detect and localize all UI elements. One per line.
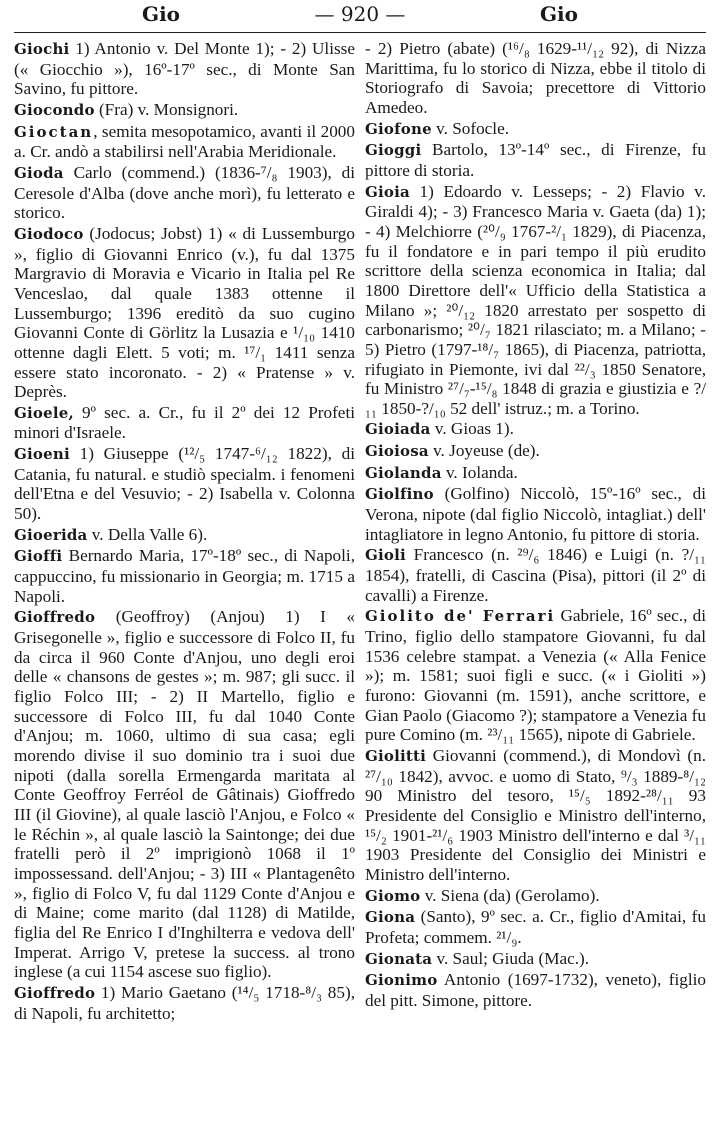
- entry-text: Gabriele, 16º sec., di Trino, figlio dello stampatore Giovanni, fu dal 1536 celebre stampat. a Venezia (« Alla Fenice »); m. 1581; suoi figli e succ. (« i Gioliti ») furono: Giovanni (m. 1591), anche scrittore, e Gian Paolo (Giacomo ?); stampatore a Venezia fu pure Comino (m. ²³/₁₁ 1565), nipote di Gabriele.: [365, 606, 706, 745]
- dictionary-entry: [14, 546, 355, 606]
- header-left-running-head: Gio: [142, 2, 181, 26]
- entry-headword: Gionimo: [365, 971, 438, 990]
- entry-headword: Gioffredo: [14, 983, 96, 1002]
- entry-headword: Giofone: [365, 119, 432, 138]
- entry-headword: Gioffredo: [14, 608, 96, 627]
- dictionary-entry: [365, 419, 706, 440]
- entry-text: v. Gioas 1).: [430, 419, 514, 439]
- entry-text: v. Sofocle.: [431, 118, 509, 138]
- entry-headword: Gioia: [365, 182, 410, 201]
- dictionary-entry: [365, 463, 706, 484]
- entry-text: v. Saul; Giuda (Mac.).: [432, 948, 590, 968]
- dictionary-entry: [365, 119, 706, 140]
- entry-headword: Gioffi: [14, 547, 63, 566]
- entry-headword: Giolito de' Ferrari: [365, 607, 556, 626]
- left-column: [14, 39, 355, 1024]
- page-number: — 920 —: [314, 2, 406, 26]
- entry-text: (Jodocus; Jobst) 1) « di Lussemburgo », figlio di Giovanni Enrico (v.), fu dal 1375 Margravio di Moravia e Vicario in Italia pel Re Venceslao, dal quale 1383 ottenne il Lussemburgo; 1396 ereditò da suo cugino Giovanni Conte di Görlitz la Lusazia e ¹/₁₀ 1410 ottenne dagli Elett. 5 voti; m. ¹⁷/₁ 1411 senza essere stato incoronato. - 2) « Pratense » v. Deprès.: [14, 223, 355, 402]
- entry-text: Antonio (1697-1732), veneto), figlio del pitt. Simone, pittore.: [365, 970, 706, 1010]
- entry-text: 1) Mario Gaetano (¹⁴/₅ 1718-⁸/₃ 85), di Napoli, fu architetto;: [14, 982, 355, 1023]
- dictionary-entry: [365, 746, 706, 885]
- dictionary-entry: [365, 606, 706, 745]
- header-right-running-head: Gio: [539, 2, 578, 26]
- entry-headword: Giona: [365, 908, 416, 927]
- dictionary-entry: [365, 140, 706, 180]
- entry-text: (Fra) v. Monsignori.: [94, 99, 239, 119]
- dictionary-entry: [14, 403, 355, 443]
- entry-text: 9º sec. a. Cr., fu il 2º dei 12 Profeti minori d'Israele.: [14, 402, 355, 443]
- entry-headword: Gioiosa: [365, 442, 429, 461]
- entry-headword: Gioeni: [14, 445, 70, 464]
- dictionary-entry: [365, 886, 706, 907]
- dictionary-entry: [14, 122, 355, 162]
- entry-headword: Gioerida: [14, 525, 88, 544]
- entry-headword: Giolitti: [365, 746, 427, 765]
- entry-text: v. Joyeuse (de).: [428, 441, 540, 461]
- entry-text: v. Della Valle 6).: [87, 524, 208, 544]
- text-columns: [14, 39, 706, 1024]
- dictionary-entry: [365, 907, 706, 947]
- dictionary-entry: [365, 182, 706, 419]
- entry-text: - 2) Pietro (abate) (¹⁶/₈ 1629-¹¹/₁₂ 92), di Nizza Marittima, fu lo storico di Nizza, ebbe il titolo di Storiografo di Savoia; precettore di Vittorio Amedeo.: [365, 39, 706, 117]
- entry-text: , semita mesopotamico, avanti il 2000 a. Cr. andò a stabilirsi nell'Arabia Meridionale.: [14, 121, 355, 162]
- entry-headword: Giocondo: [14, 100, 95, 119]
- entry-text: 1) Antonio v. Del Monte 1); - 2) Ulisse (« Giocchio »), 16º-17º sec., di Monte San Savino, fu pittore.: [14, 39, 355, 99]
- dictionary-entry: [14, 525, 355, 546]
- dictionary-entry: [14, 444, 355, 524]
- entry-text: Bartolo, 13º-14º sec., di Firenze, fu pittore di storia.: [365, 140, 706, 180]
- entry-text: (Golfino) Niccolò, 15º-16º sec., di Verona, nipote (dal figlio Niccolò, intagliat.) dell' intagliatore in legno Antonio, fu pittore di storia.: [365, 484, 706, 544]
- dictionary-entry: [365, 545, 706, 605]
- entry-text: v. Iolanda.: [441, 462, 518, 482]
- dictionary-entry: [14, 163, 355, 223]
- entry-headword: Giolfino: [365, 485, 434, 504]
- entry-text: Bernardo Maria, 17º-18º sec., di Napoli, cappuccino, fu missionario in Georgia; m. 1715 a Napoli.: [14, 546, 355, 606]
- page-header: [14, 2, 706, 33]
- entry-headword: Gioctan: [14, 122, 94, 141]
- entry-headword: Gioele,: [14, 403, 74, 422]
- dictionary-entry: [14, 100, 355, 121]
- entry-text: (Geoffroy) (Anjou) 1) I « Grisegonelle », figlio e successore di Folco II, fu da circa il 960 Conte d'Anjou, uno degli eroi delle « chansons de gestes »; m. 987; gli succ. il figlio Folco III; - 2) II Martello, figlio e successore di Folco III, fu dal 1040 Conte d'Anjou; m. 1060, ultimo di sua casa; egli morendo divise il suo dominio tra i suoi due nipoti (dalla sorella Ermengarda maritata al Conte Geoffroy Ferréol de Gâtinais) Gioffredo III (il Giovine), al quale lasciò l'Anjou, e Folco « le Réchin », al quale lasciò la Saintonge; dei due fratelli però il 2º imprigionò 1068 il 1º impossessand. dell'Anjou; - 3) III « Plantagenêto », figlio di Folco V, fu dal 1129 Conte d'Anjou e di Maine; come marito (dal 1128) di Matilde, figlia del Re Enrico I d'Inghilterra e vedova dell' Imperat. Arrigo V, pretese la success. al trono inglese (a cui 1154 ascese suo figlio).: [14, 607, 355, 982]
- entry-headword: Giolanda: [365, 463, 442, 482]
- dictionary-entry: [14, 983, 355, 1023]
- entry-headword: Giomo: [365, 886, 421, 905]
- dictionary-entry: [365, 441, 706, 462]
- dictionary-entry: [14, 224, 355, 402]
- entry-text: Carlo (commend.) (1836-⁷/₈ 1903), di Ceresole d'Alba (dove anche morì), fu letterato e storico.: [14, 162, 355, 223]
- dictionary-entry: [365, 949, 706, 970]
- entry-text: (Santo), 9º sec. a. Cr., figlio d'Amitai, fu Profeta; commem. ²¹/₉.: [365, 907, 706, 947]
- entry-headword: Gioiada: [365, 420, 431, 439]
- entry-text: Giovanni (commend.), di Mondovì (n. ²⁷/₁₀ 1842), avvoc. e uomo di Stato, ⁹/₃ 1889-⁸/₁₂ 90 Ministro del tesoro, ¹⁵/₅ 1892-²⁸/₁₁ 93 Presidente del Consiglio e Ministro dell'interno, ¹⁵/₂ 1901-²¹/₆ 1903 Ministro dell'interno e dal ³/₁₁ 1903 Presidente del Consiglio dei Ministri e Ministro dell'interno.: [365, 745, 706, 884]
- entry-headword: Gioda: [14, 163, 64, 182]
- entry-headword: Giodoco: [14, 224, 84, 243]
- right-column: [365, 39, 706, 1024]
- entry-text: 1) Edoardo v. Lesseps; - 2) Flavio v. Giraldi 4); - 3) Francesco Maria v. Gaeta (da) 1); - 4) Melchiorre (²⁰/₉ 1767-²/₁ 1829), di Piacenza, fu il fondatore e in pari tempo il più erudito scrittore della scienza economica in Italia; dal 1800 Direttore dell'« Ufficio della Statistica a Milano »; ²⁰/₁₂ 1820 arrestato per sospetto di carbonarismo; ²⁰/₇ 1821 rilasciato; m. a Milano; - 5) Pietro (1797-¹⁸/₇ 1865), di Piacenza, patriotta, rifugiato in Piemonte, ivi dal ²²/₃ 1850 Senatore, fu Ministro ²⁷/₇-¹⁵/₈ 1848 di grazia e giustizia e ?/₁₁ 1850-?/₁₀ 52 dell' istruz.; m. a Torino.: [365, 181, 706, 418]
- entry-text: v. Siena (da) (Gerolamo).: [420, 885, 600, 905]
- dictionary-entry: [14, 607, 355, 981]
- entry-text: Francesco (n. ²⁹/₆ 1846) e Luigi (n. ?/₁₁ 1854), fratelli, di Cascina (Pisa), pittori (il 2º di cavalli) a Firenze.: [365, 545, 706, 605]
- dictionary-entry: [365, 970, 706, 1010]
- dictionary-entry: [365, 39, 706, 118]
- entry-headword: Gioli: [365, 546, 406, 565]
- entry-text: 1) Giuseppe (¹²/₅ 1747-⁶/₁₂ 1822), di Catania, fu natural. e studiò specialm. i fenomeni dell'Etna e del Vesuvio; - 2) Isabella v. Colonna 50).: [14, 444, 355, 524]
- entry-headword: Gioggi: [365, 141, 422, 160]
- entry-headword: Gionata: [365, 949, 433, 968]
- dictionary-entry: [365, 484, 706, 544]
- entry-headword: Giochi: [14, 40, 70, 58]
- dictionary-entry: [14, 39, 355, 99]
